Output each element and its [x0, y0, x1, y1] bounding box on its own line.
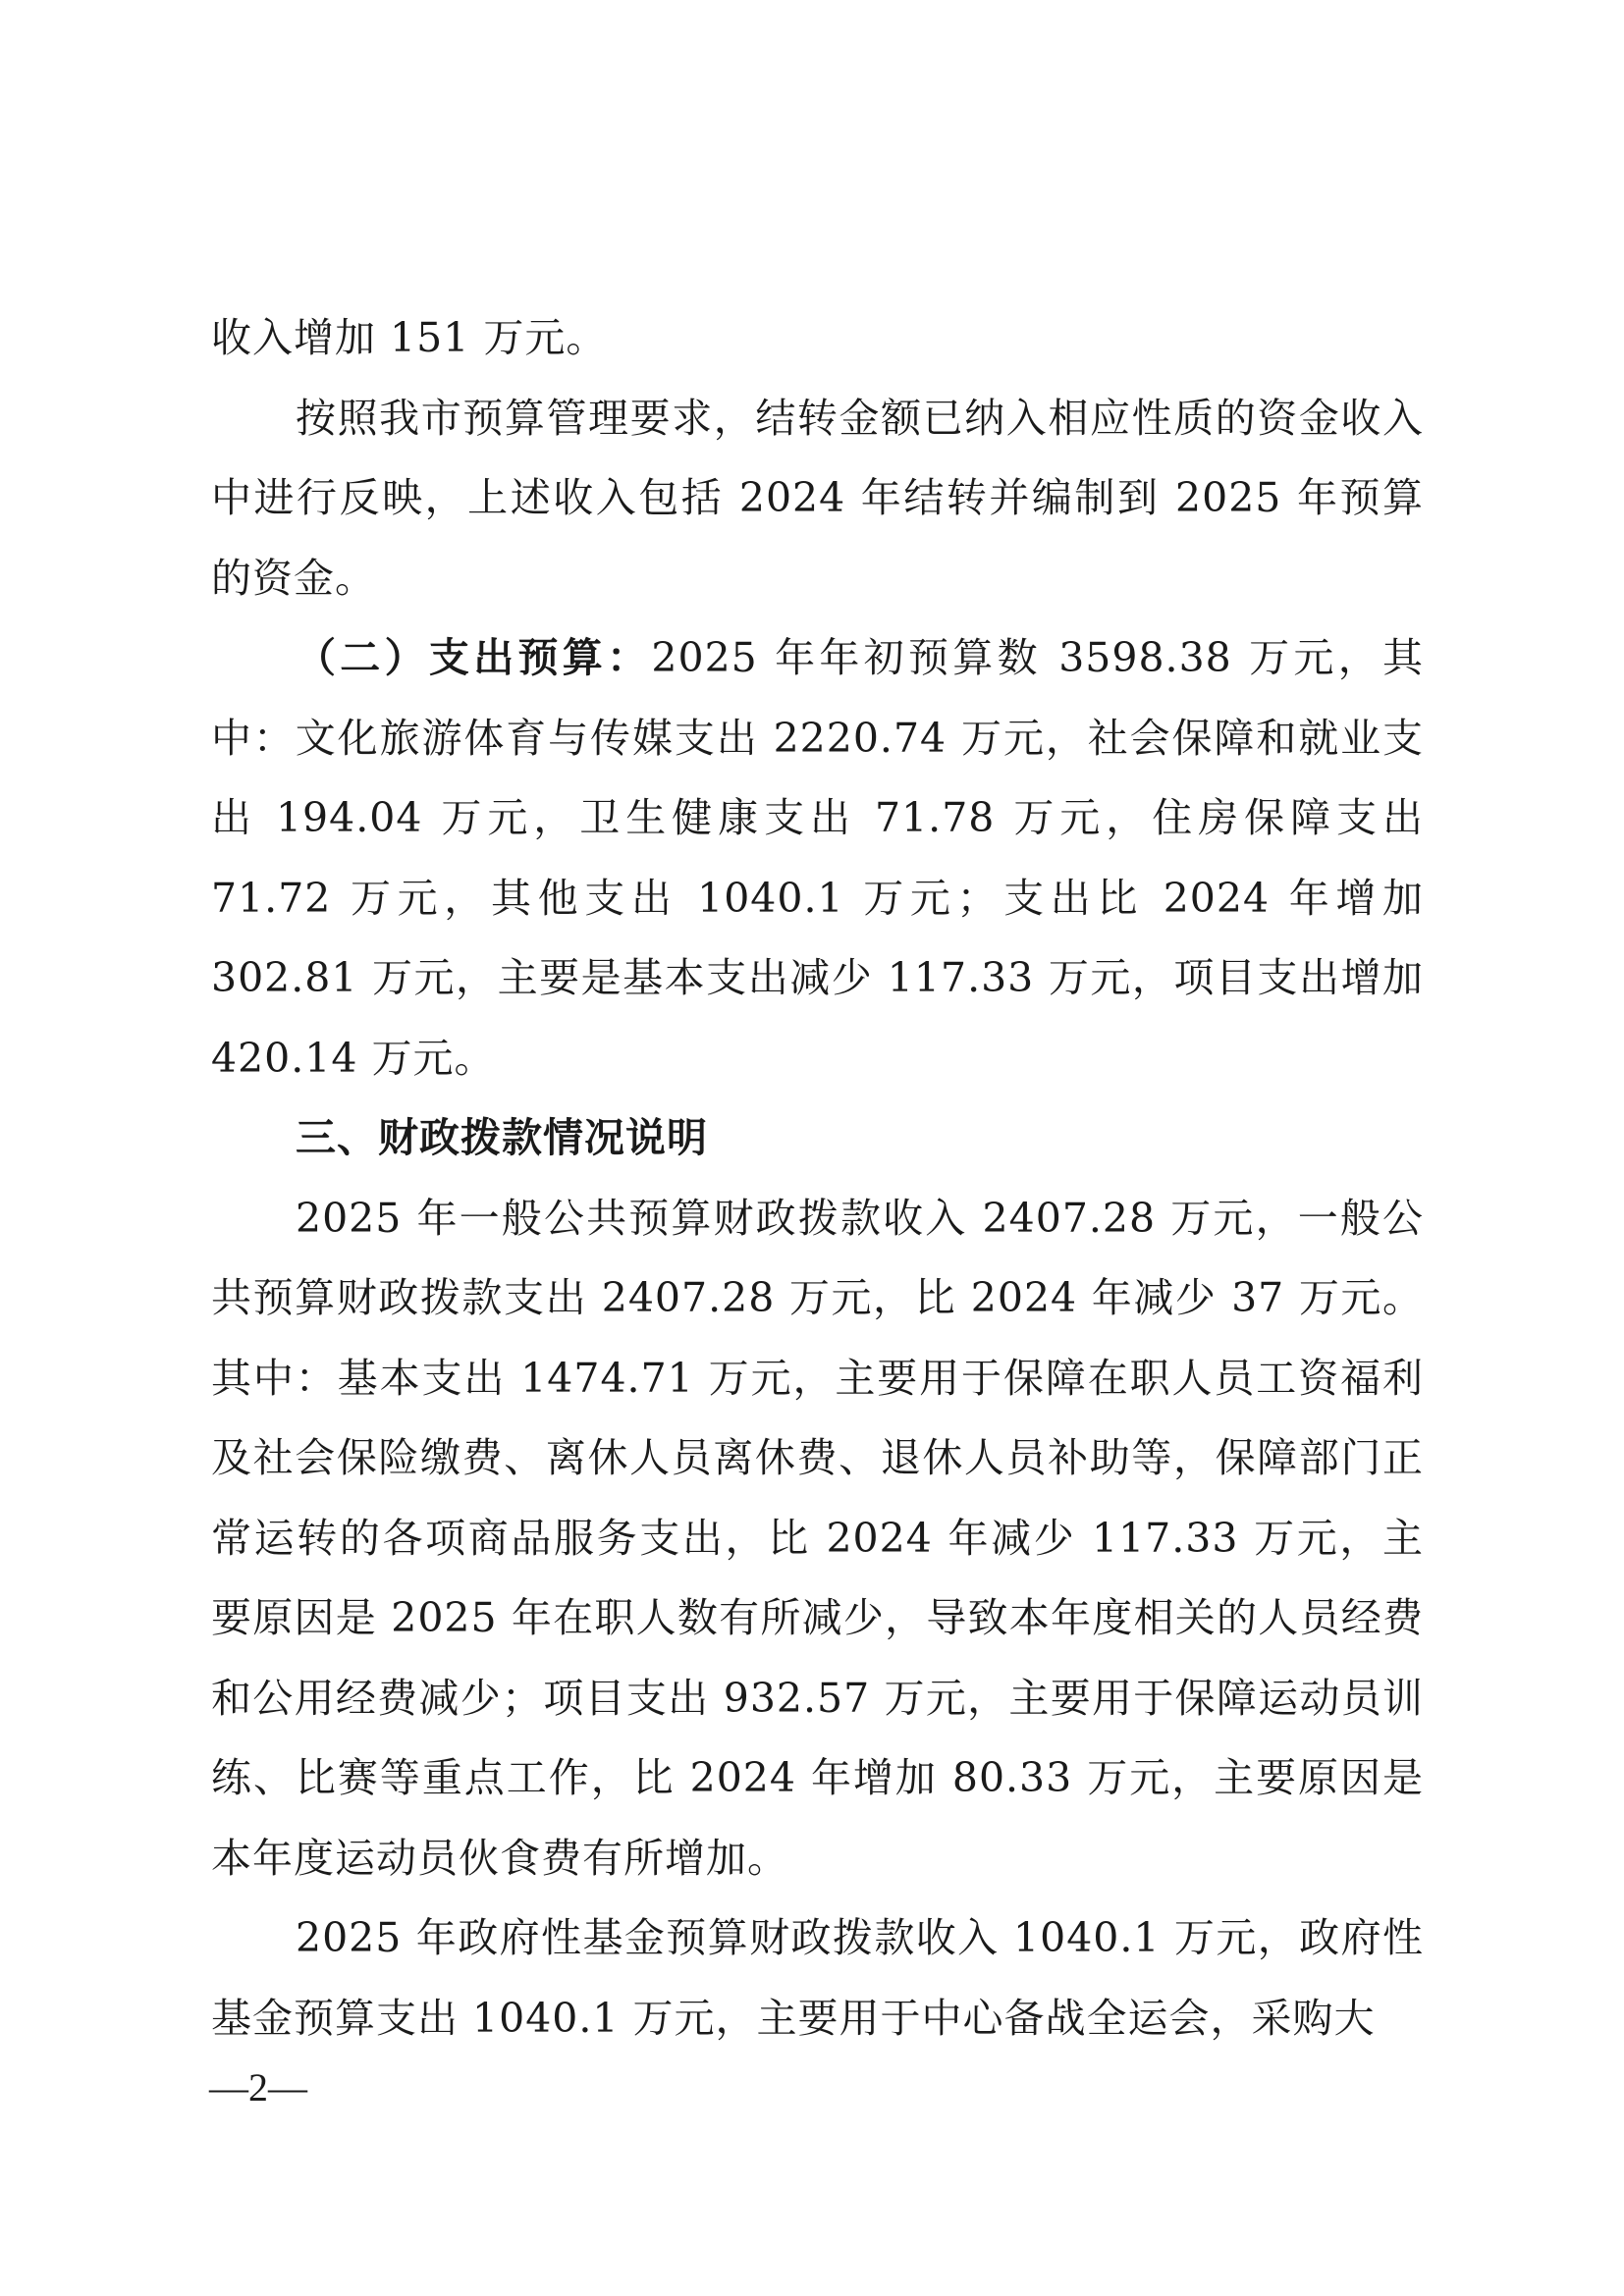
paragraph-government-fund: 2025 年政府性基金预算财政拨款收入 1040.1 万元，政府性基金预算支出 1040.1 万元，主要用于中心备战全运会，采购大 — [211, 1914, 1424, 2042]
paragraph-carryover-note: 按照我市预算管理要求，结转金额已纳入相应性质的资金收入中进行反映，上述收入包括 2024 年结转并编制到 2025 年预算的资金。 — [211, 394, 1424, 602]
paragraph-general-budget: 2025 年一般公共预算财政拨款收入 2407.28 万元，一般公共预算财政拨款支出 2407.28 万元，比 2024 年减少 37 万元。其中：基本支出 1474.71 万元，主要用于保障在职人员工资福利及社会保险缴费、离休人员离休费、退休人员补助等，保障部门正常运转的各项商品服务支出，比 2024 年减少 117.33 万元，主要原因是 2025 年在职人数有所减少，导致本年度相关的人员经费和公用经费减少；项目支出 932.57 万元，主要用于保障运动员训练、比赛等重点工作，比 2024 年增加 80.33 万元，主要原因是本年度运动员伙食费有所增加。 — [211, 1194, 1424, 1882]
expenditure-budget-lead: （二）支出预算： — [296, 634, 652, 681]
paragraph-income-increase: 收入增加 151 万元。 — [211, 314, 608, 361]
section-heading-fiscal-appropriation: 三、财政拨款情况说明 — [296, 1114, 708, 1161]
expenditure-budget-text: 2025 年年初预算数 3598.38 万元，其中：文化旅游体育与传媒支出 2220.74 万元，社会保障和就业支出 194.04 万元，卫生健康支出 71.78 万元，住房保障支出 71.72 万元，其他支出 1040.1 万元；支出比 2024 年增加 302.81 万元，主要是基本支出减少 117.33 万元，项目支出增加 420.14 万元。 — [211, 634, 1424, 1082]
paragraph-expenditure-budget — [211, 618, 1424, 1098]
document-body — [211, 298, 1424, 2058]
page-number: —2— — [209, 2065, 307, 2109]
